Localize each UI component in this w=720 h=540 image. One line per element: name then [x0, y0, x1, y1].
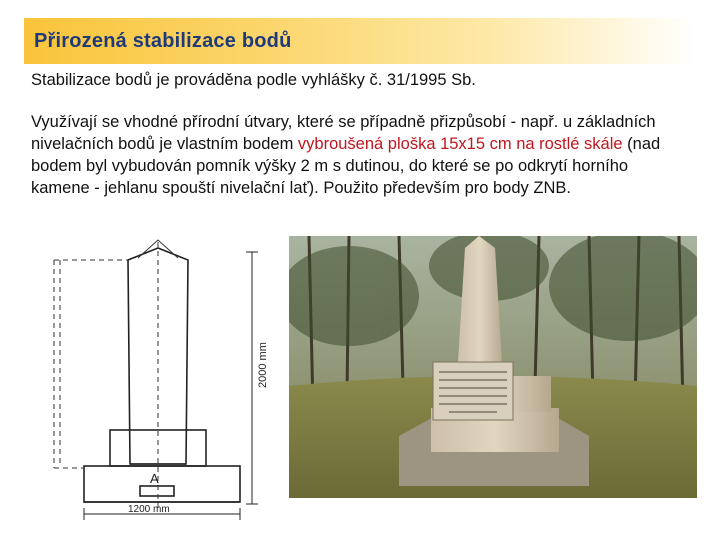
monument-photo-svg — [289, 236, 697, 498]
paragraph-text-end: (nad bodem byl vybudován pomník výšky 2 m s dutinou, do které se po odkrytí horního kamene - jehlanu spouští nivelační lať). Použito především pro body ZNB. — [31, 135, 661, 197]
slide-title: Přirozená stabilizace bodů — [34, 30, 292, 52]
highlighted-text: vybroušená ploška 15x15 cm na rostlé skále — [297, 135, 623, 153]
paragraph-text-start: Využívají se vhodné přírodní útvary, které se případně přizpůsobí - např. u základních nivelačních bodů je vlastním bodem — [31, 113, 656, 153]
point-a-label: A — [150, 471, 159, 486]
monument-drawing — [40, 238, 276, 520]
paragraph-decree: Stabilizace bodů je prováděna podle vyhlášky č. 31/1995 Sb. — [31, 71, 476, 89]
height-dimension-label: 2000 mm — [257, 342, 269, 388]
paragraph-description — [31, 111, 691, 199]
width-dimension-label: 1200 mm — [128, 504, 170, 515]
monument-drawing-svg — [40, 238, 276, 520]
monument-photo — [289, 236, 697, 498]
